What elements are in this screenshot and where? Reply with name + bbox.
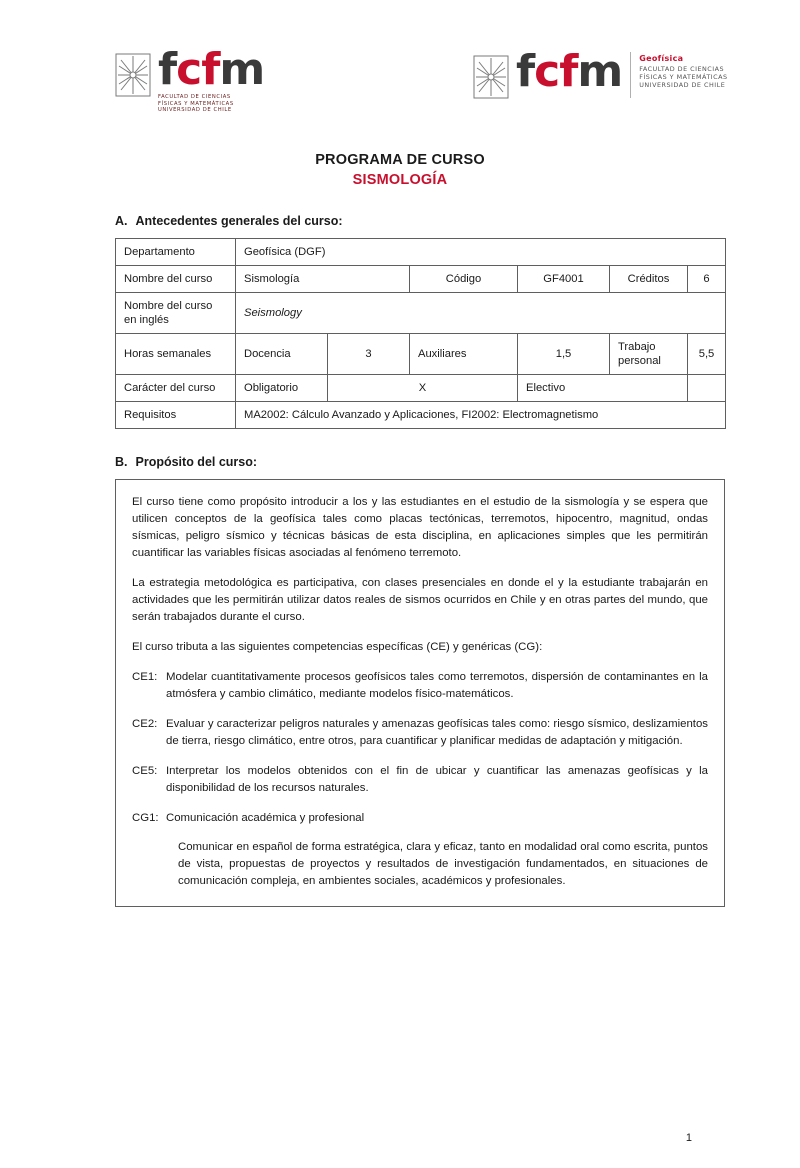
- fcfm-wordmark-left: fcfm: [158, 44, 265, 95]
- codigo-value: GF4001: [518, 266, 610, 293]
- auxiliares-value: 1,5: [518, 334, 610, 375]
- competency-tag: CE2:: [132, 718, 158, 730]
- nombre-ingles-label: Nombre del curso en inglés: [116, 293, 236, 334]
- fcfm-caption-right: FACULTAD DE CIENCIAS FÍSICAS Y MATEMÁTICAS UNIVERSIDAD DE CHILE: [639, 65, 728, 89]
- star-emblem-icon: [470, 50, 512, 102]
- competency-cg1: [132, 810, 708, 827]
- section-a-title: Antecedentes generales del curso:: [135, 214, 343, 228]
- purpose-paragraph-2: La estrategia metodológica es participativa, con clases presenciales en donde el y la estudiante trabajarán en actividades que les permitirán utilizar datos reales de sismos ocurridos en Chile y en otras partes del mundo, que serán trabajados durante el curso.: [132, 577, 708, 623]
- obligatorio-mark: X: [328, 375, 518, 402]
- logo-header: [0, 36, 800, 146]
- competency-text: Modelar cuantitativamente procesos geofísicos tales como terremotos, dispersión de contaminantes en la atmósfera y cambio climático, mediante modelos físico-matemáticos.: [166, 671, 708, 700]
- creditos-label: Créditos: [610, 266, 688, 293]
- table-row: [116, 293, 726, 334]
- nombre-curso-value: Sismología: [236, 266, 410, 293]
- fcfm-caption-left: FACULTAD DE CIENCIAS FÍSICAS Y MATEMÁTICAS UNIVERSIDAD DE CHILE: [158, 94, 234, 114]
- table-row: [116, 266, 726, 293]
- competency-text: Evaluar y caracterizar peligros naturales y amenazas geofísicas tales como: riesgo sísmico, deslizamientos de tierra, riesgo climático, entre otros, para cuantificar y planificar medidas de adaptación y mitigación.: [166, 718, 708, 747]
- competency-tag: CG1:: [132, 812, 159, 824]
- competency-text: Comunicación académica y profesional: [166, 812, 365, 824]
- competency-text: Interpretar los modelos obtenidos con el fin de ubicar y cuantificar las amenazas geofísicas y la disponibilidad de los recursos naturales.: [166, 765, 708, 794]
- logo-divider: [630, 52, 631, 98]
- competency-tag: CE1:: [132, 671, 158, 683]
- fcfm-wordmark-right: fcfm: [516, 46, 623, 97]
- logo-unit-label: Geofísica: [639, 54, 684, 63]
- creditos-value: 6: [688, 266, 726, 293]
- section-b-title: Propósito del curso:: [135, 455, 258, 469]
- page-number: 1: [685, 1132, 692, 1144]
- nombre-curso-label: Nombre del curso: [116, 266, 236, 293]
- star-emblem-icon: [112, 48, 154, 100]
- competency-tag: CE5:: [132, 765, 158, 777]
- codigo-label: Código: [410, 266, 518, 293]
- logo-fcfm-left: [112, 44, 265, 114]
- competency-ce1: [132, 669, 708, 703]
- electivo-label: Electivo: [518, 375, 688, 402]
- requisitos-label: Requisitos: [116, 402, 236, 429]
- section-b-letter: B.: [115, 455, 128, 469]
- document-page: [0, 36, 800, 1168]
- purpose-box: [115, 479, 725, 907]
- section-b-heading: [115, 455, 800, 469]
- cg1-detail-text: Comunicar en español de forma estratégica, clara y eficaz, tanto en modalidad oral como escrita, puntos de vista, propuestas de proyectos y resultados de investigación fundamentados, en situaciones de comunicación compleja, en ambientes sociales, académicos y profesionales.: [178, 841, 708, 887]
- purpose-paragraph-1: El curso tiene como propósito introducir a los y las estudiantes en el estudio de la sismología y se espera que utilicen conceptos de la geofísica tales como placas tectónicas, terremotos, hipocentro, magnitud, ondas sísmicas, peligro sísmico y técnicas básicas de esta disciplina, en aplicaciones simples que les permitirán cuantificar las variables físicas asociadas al fenómeno terremoto.: [132, 496, 708, 559]
- trabajo-personal-label: Trabajo personal: [610, 334, 688, 375]
- nombre-ingles-value: Seismology: [236, 293, 726, 334]
- departamento-value: Geofísica (DGF): [236, 239, 726, 266]
- trabajo-personal-value: 5,5: [688, 334, 726, 375]
- table-row: [116, 402, 726, 429]
- docencia-label: Docencia: [236, 334, 328, 375]
- section-a-letter: A.: [115, 214, 128, 228]
- table-row: [116, 375, 726, 402]
- purpose-paragraph-3: El curso tributa a las siguientes competencias específicas (CE) y genéricas (CG):: [132, 641, 543, 653]
- page-subtitle: SISMOLOGÍA: [352, 172, 448, 188]
- competency-ce2: [132, 716, 708, 750]
- docencia-value: 3: [328, 334, 410, 375]
- table-row: [116, 334, 726, 375]
- section-a-heading: [115, 214, 800, 228]
- table-row: [116, 239, 726, 266]
- horas-semanales-label: Horas semanales: [116, 334, 236, 375]
- obligatorio-label: Obligatorio: [236, 375, 328, 402]
- auxiliares-label: Auxiliares: [410, 334, 518, 375]
- competency-ce5: [132, 763, 708, 797]
- logo-fcfm-geofisica: [470, 46, 728, 102]
- page-title: PROGRAMA DE CURSO: [315, 152, 485, 168]
- requisitos-value: MA2002: Cálculo Avanzado y Aplicaciones, FI2002: Electromagnetismo: [236, 402, 726, 429]
- departamento-label: Departamento: [116, 239, 236, 266]
- course-info-table: [115, 238, 726, 429]
- electivo-mark: [688, 375, 726, 402]
- caracter-curso-label: Carácter del curso: [116, 375, 236, 402]
